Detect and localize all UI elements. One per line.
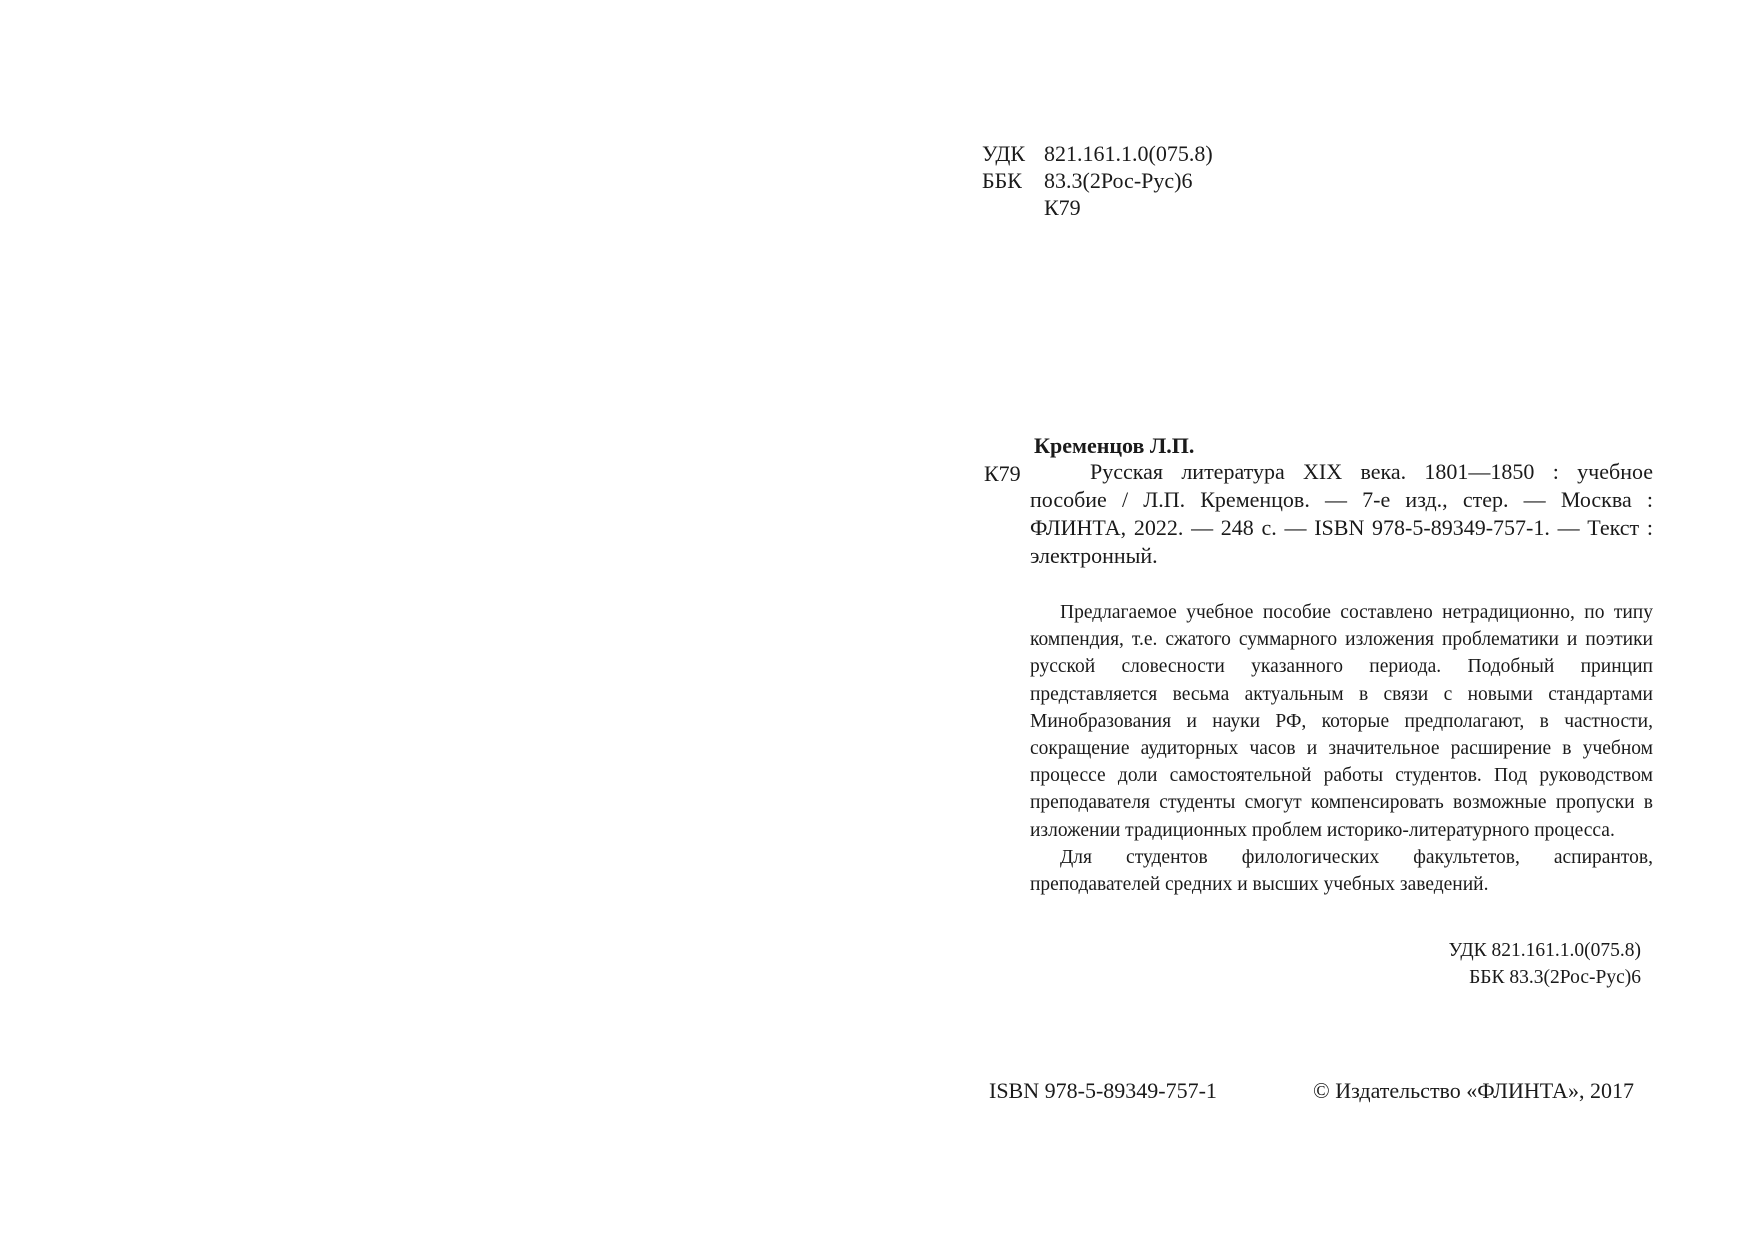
audience-paragraph: Для студентов филологических факультетов, аспирантов, преподавателей средних и высших учебных заведений. [1030, 846, 1653, 896]
author-mark-left: К79 [984, 461, 1021, 486]
author-mark-top: К79 [1044, 195, 1081, 220]
bbk-value: 83.3(2Рос-Рус)6 [1044, 168, 1193, 193]
bibliographic-record: Русская литература XIX века. 1801—1850 : учебное пособие / Л.П. Кременцов. — 7-е изд., стер. — Москва : ФЛИНТА, 2022. — 248 с. — ISBN 978-5-89349-757-1. — Текст : электронный. [1030, 459, 1653, 568]
isbn: ISBN 978-5-89349-757-1 [989, 1078, 1217, 1103]
author-heading: Кременцов Л.П. [1034, 433, 1195, 458]
classification-codes-top [982, 140, 1213, 221]
classification-codes-bottom [1400, 937, 1641, 991]
copyright: © Издательство «ФЛИНТА», 2017 [1313, 1078, 1634, 1103]
annotation [1030, 599, 1653, 898]
bbk-label: ББК [982, 168, 1022, 193]
udk-row [982, 140, 1213, 167]
bbk-row [982, 167, 1213, 194]
udk-label: УДК [982, 141, 1026, 166]
annotation-paragraph: Предлагаемое учебное пособие составлено нетрадиционно, по типу компендия, т.е. сжатого суммарного изложения проблематики и поэтики русской словесности указанного периода. Подобный принцип представляется весьма актуальным в связи с новыми стандартами Минобразования и науки РФ, которые предполагают, в частности, сокращение аудиторных часов и значительное расширение в учебном процессе доли самостоятельной работы студентов. Под руководством преподавателя студенты смогут компенсировать возможные пропуски в изложении традиционных проблем историко-литературного процесса. [1030, 602, 1653, 841]
udk-bottom: УДК 821.161.1.0(075.8) [1448, 940, 1641, 961]
udk-value: 821.161.1.0(075.8) [1044, 141, 1213, 166]
bbk-bottom: ББК 83.3(2Рос-Рус)6 [1469, 967, 1641, 988]
